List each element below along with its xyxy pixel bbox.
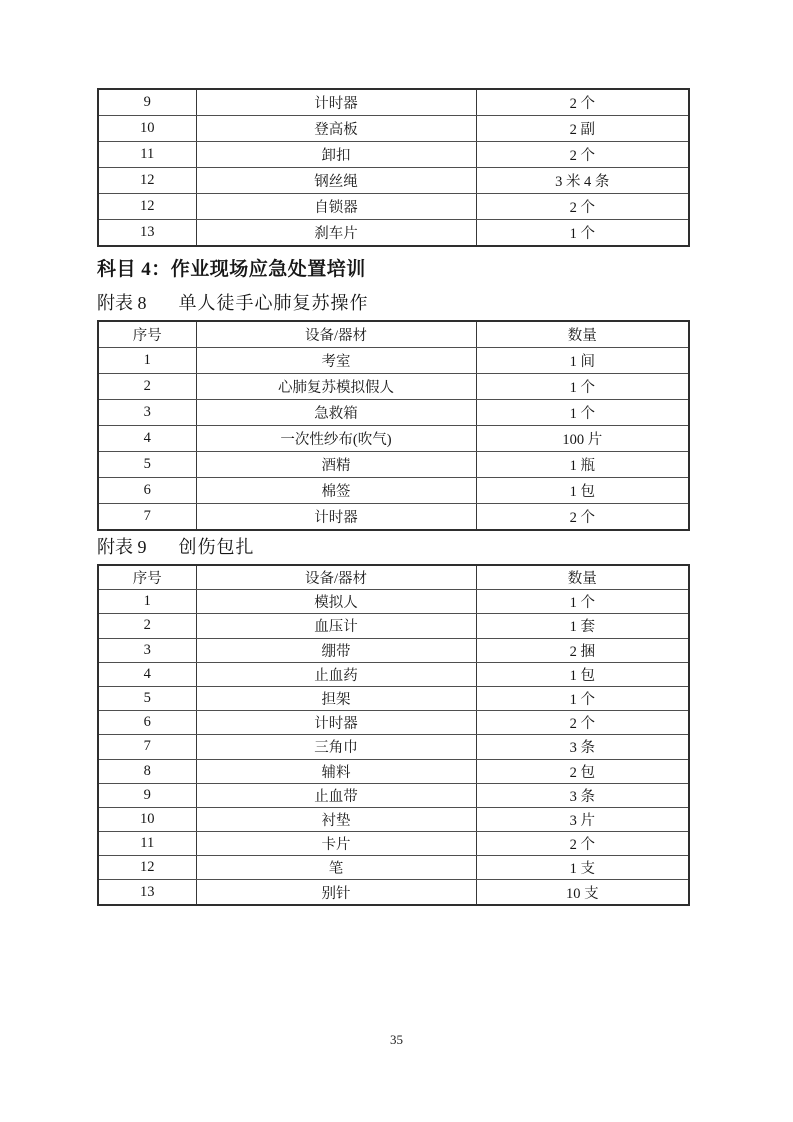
cell-serial-number: 11 <box>98 832 196 856</box>
section-heading: 科目 4：作业现场应急处置培训 <box>97 259 366 280</box>
table-row <box>98 374 689 400</box>
cell-equipment: 计时器 <box>196 89 476 116</box>
cell-quantity: 2 副 <box>476 116 689 142</box>
cell-serial-number: 6 <box>98 711 196 735</box>
cell-serial-number: 7 <box>98 504 196 531</box>
table-row <box>98 638 689 662</box>
cell-serial-number: 3 <box>98 638 196 662</box>
cell-quantity: 3 条 <box>476 783 689 807</box>
header-quantity: 数量 <box>476 565 689 590</box>
table-row <box>98 662 689 686</box>
appendix9-title: 创伤包扎 <box>178 537 255 557</box>
header-equipment: 设备/器材 <box>196 565 476 590</box>
cell-serial-number: 10 <box>98 116 196 142</box>
header-quantity: 数量 <box>476 321 689 348</box>
cell-serial-number: 7 <box>98 735 196 759</box>
cell-equipment: 衬垫 <box>196 807 476 831</box>
cell-equipment: 止血药 <box>196 662 476 686</box>
cell-quantity: 2 包 <box>476 759 689 783</box>
table-row <box>98 504 689 531</box>
cell-serial-number: 12 <box>98 168 196 194</box>
table-row <box>98 142 689 168</box>
cell-quantity: 10 支 <box>476 880 689 905</box>
cell-quantity: 3 米 4 条 <box>476 168 689 194</box>
header-equipment: 设备/器材 <box>196 321 476 348</box>
table-header-row <box>98 321 689 348</box>
table-row <box>98 590 689 614</box>
cell-quantity: 1 套 <box>476 614 689 638</box>
table-row <box>98 168 689 194</box>
cell-equipment: 刹车片 <box>196 220 476 247</box>
cell-quantity: 2 捆 <box>476 638 689 662</box>
cell-serial-number: 12 <box>98 194 196 220</box>
cell-serial-number: 9 <box>98 89 196 116</box>
table-row <box>98 478 689 504</box>
cell-serial-number: 4 <box>98 662 196 686</box>
cell-quantity: 1 个 <box>476 374 689 400</box>
table-row <box>98 348 689 374</box>
appendix8-caption <box>97 291 688 315</box>
table-row <box>98 426 689 452</box>
cell-quantity: 1 瓶 <box>476 452 689 478</box>
cell-equipment: 急救箱 <box>196 400 476 426</box>
cell-equipment: 心肺复苏模拟假人 <box>196 374 476 400</box>
cell-serial-number: 11 <box>98 142 196 168</box>
appendix8-title: 单人徒手心肺复苏操作 <box>178 293 369 313</box>
cell-serial-number: 12 <box>98 856 196 880</box>
cell-equipment: 钢丝绳 <box>196 168 476 194</box>
table-row <box>98 807 689 831</box>
table-row <box>98 832 689 856</box>
table-row <box>98 89 689 116</box>
cell-equipment: 模拟人 <box>196 590 476 614</box>
cell-quantity: 2 个 <box>476 142 689 168</box>
cell-equipment: 一次性纱布(吹气) <box>196 426 476 452</box>
cell-quantity: 2 个 <box>476 194 689 220</box>
cell-quantity: 1 包 <box>476 478 689 504</box>
cell-quantity: 1 包 <box>476 662 689 686</box>
cell-equipment: 止血带 <box>196 783 476 807</box>
cell-quantity: 2 个 <box>476 89 689 116</box>
cell-equipment: 担架 <box>196 686 476 710</box>
cell-serial-number: 5 <box>98 686 196 710</box>
cell-quantity: 1 个 <box>476 686 689 710</box>
cell-serial-number: 13 <box>98 880 196 905</box>
cell-quantity: 1 间 <box>476 348 689 374</box>
appendix9-label: 附表 9 <box>97 537 147 557</box>
cell-serial-number: 1 <box>98 348 196 374</box>
cell-serial-number: 8 <box>98 759 196 783</box>
table-row <box>98 856 689 880</box>
table-row <box>98 614 689 638</box>
table-header-row <box>98 565 689 590</box>
cell-serial-number: 2 <box>98 374 196 400</box>
equipment-table-continued <box>97 88 690 247</box>
table-row <box>98 783 689 807</box>
table-row <box>98 116 689 142</box>
page-content <box>97 88 688 906</box>
header-serial-number: 序号 <box>98 321 196 348</box>
table-row <box>98 711 689 735</box>
appendix8-table <box>97 320 690 531</box>
cell-quantity: 3 条 <box>476 735 689 759</box>
table-row <box>98 735 689 759</box>
table-row <box>98 686 689 710</box>
cell-serial-number: 3 <box>98 400 196 426</box>
cell-equipment: 笔 <box>196 856 476 880</box>
table-row <box>98 220 689 247</box>
cell-quantity: 2 个 <box>476 504 689 531</box>
cell-serial-number: 2 <box>98 614 196 638</box>
cell-equipment: 卸扣 <box>196 142 476 168</box>
cell-serial-number: 1 <box>98 590 196 614</box>
cell-equipment: 绷带 <box>196 638 476 662</box>
header-serial-number: 序号 <box>98 565 196 590</box>
page-number: 35 <box>390 1032 403 1047</box>
cell-quantity: 1 个 <box>476 590 689 614</box>
table-row <box>98 759 689 783</box>
cell-equipment: 登高板 <box>196 116 476 142</box>
cell-quantity: 1 支 <box>476 856 689 880</box>
table-row <box>98 452 689 478</box>
cell-serial-number: 13 <box>98 220 196 247</box>
cell-serial-number: 9 <box>98 783 196 807</box>
table-row <box>98 400 689 426</box>
cell-equipment: 棉签 <box>196 478 476 504</box>
cell-equipment: 三角巾 <box>196 735 476 759</box>
cell-equipment: 计时器 <box>196 711 476 735</box>
cell-quantity: 3 片 <box>476 807 689 831</box>
cell-equipment: 考室 <box>196 348 476 374</box>
cell-equipment: 辅料 <box>196 759 476 783</box>
cell-serial-number: 10 <box>98 807 196 831</box>
cell-quantity: 2 个 <box>476 832 689 856</box>
cell-quantity: 2 个 <box>476 711 689 735</box>
cell-serial-number: 4 <box>98 426 196 452</box>
cell-quantity: 1 个 <box>476 220 689 247</box>
table-row <box>98 880 689 905</box>
cell-equipment: 自锁器 <box>196 194 476 220</box>
appendix8-label: 附表 8 <box>97 293 147 313</box>
cell-quantity: 100 片 <box>476 426 689 452</box>
cell-serial-number: 5 <box>98 452 196 478</box>
cell-equipment: 血压计 <box>196 614 476 638</box>
appendix9-table <box>97 564 690 906</box>
cell-serial-number: 6 <box>98 478 196 504</box>
cell-equipment: 别针 <box>196 880 476 905</box>
table-row <box>98 194 689 220</box>
cell-quantity: 1 个 <box>476 400 689 426</box>
cell-equipment: 卡片 <box>196 832 476 856</box>
appendix9-caption <box>97 535 688 559</box>
cell-equipment: 酒精 <box>196 452 476 478</box>
cell-equipment: 计时器 <box>196 504 476 531</box>
